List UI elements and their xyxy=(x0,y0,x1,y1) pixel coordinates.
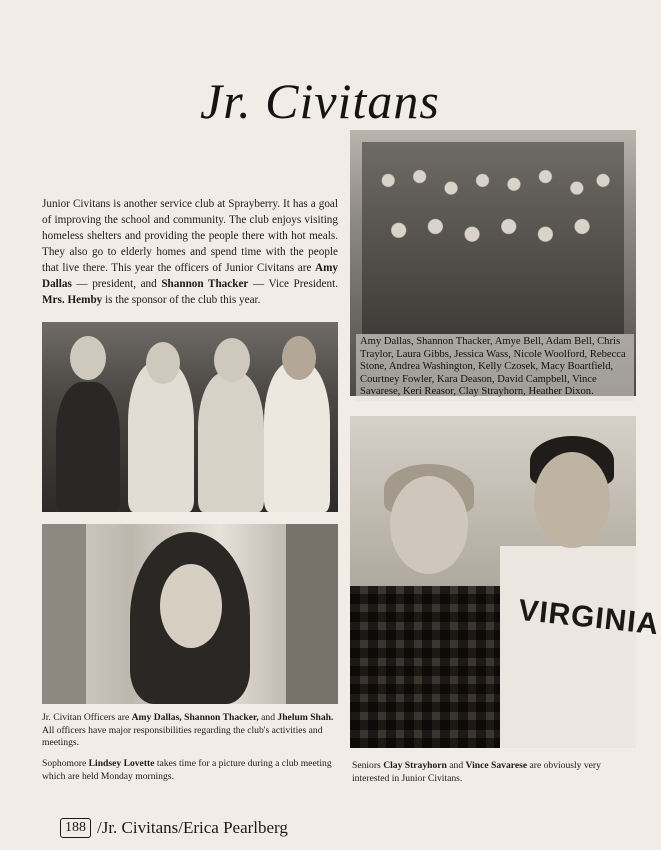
caption-text: Jr. Civitan Officers are xyxy=(42,712,132,723)
page-number: 188 xyxy=(60,818,91,838)
portrait-photo xyxy=(42,524,338,704)
seniors-photo xyxy=(350,416,661,748)
intro-text-3: — Vice President. xyxy=(248,278,338,290)
caption-text: are obviously very interested in Junior Civitans. xyxy=(352,760,601,784)
officer-figure xyxy=(264,362,330,512)
senior-head-right xyxy=(534,452,610,548)
caption-text: takes time for a picture during a club meeting which are held Monday mornings. xyxy=(42,758,332,782)
portrait-face xyxy=(160,564,222,648)
cabinet-left xyxy=(42,524,86,704)
caption-text: and xyxy=(258,712,278,723)
caption-names: Lindsey Lovette xyxy=(88,758,155,769)
officer-head xyxy=(146,342,180,384)
caption-names: Amy Dallas, Shannon Thacker, xyxy=(131,712,259,723)
intro-text-1: Junior Civitans is another service club at Sprayberry. It has a goal of improving the school and community. The club enjoys visiting homeless shelters and providing the people there with hot meals. They also go to elderly homes and spend time with the people that live there. This year the officers of Junior Civitans are xyxy=(42,198,338,274)
caption-text: Sophomore xyxy=(42,758,89,769)
caption-names: Clay Strayhorn xyxy=(383,760,447,771)
officer-head xyxy=(282,336,316,380)
caption-names: Vince Savarese xyxy=(465,760,528,771)
intro-name-sponsor: Mrs. Hemby xyxy=(42,294,103,306)
intro-name-vice-president: Shannon Thacker xyxy=(161,278,249,290)
intro-text-2: — president, and xyxy=(71,278,162,290)
caption-text: and xyxy=(446,760,466,771)
cabinet-right xyxy=(286,524,338,704)
senior-head-left xyxy=(390,476,468,574)
sweatshirt-text: VIRGINIA xyxy=(516,593,661,642)
officer-head xyxy=(214,338,250,382)
club-photo-caption: Amy Dallas, Shannon Thacker, Amye Bell, Adam Bell, Chris Traylor, Laura Gibbs, Jessica Wass, Nicole Woolford, Rebecca Stone, Andrea Washington, Kelly Czosek, Macy Boartfield, Courtney Fowler, Kara Deason, David Campbell, Vince Savarese, Keri Reasor, Clay Strayhorn, Heather Dixon. xyxy=(356,334,634,401)
caption-text: Seniors xyxy=(352,760,384,771)
intro-name-president: Amy Dallas xyxy=(42,262,338,290)
seniors-caption xyxy=(352,760,636,785)
caption-text: All officers have major responsibilities regarding the club's activities and meetings. xyxy=(42,724,323,748)
lindsey-caption xyxy=(42,758,338,783)
officer-head xyxy=(70,336,106,380)
officers-caption xyxy=(42,712,338,750)
page-title: Jr. Civitans xyxy=(200,73,440,129)
officer-figure xyxy=(56,382,120,512)
group-photo-people xyxy=(362,142,624,334)
plaid-shirt xyxy=(350,586,520,748)
officer-figure xyxy=(128,362,194,512)
intro-paragraph xyxy=(42,196,338,308)
footer-credit: /Jr. Civitans/Erica Pearlberg xyxy=(97,818,288,837)
intro-text-4: is the sponsor of the club this year. xyxy=(102,294,261,306)
sweatshirt xyxy=(500,546,636,748)
officer-figure xyxy=(198,372,264,512)
officers-photo xyxy=(42,322,338,512)
caption-names: Jhelum Shah. xyxy=(277,712,334,723)
page-footer xyxy=(60,818,288,838)
